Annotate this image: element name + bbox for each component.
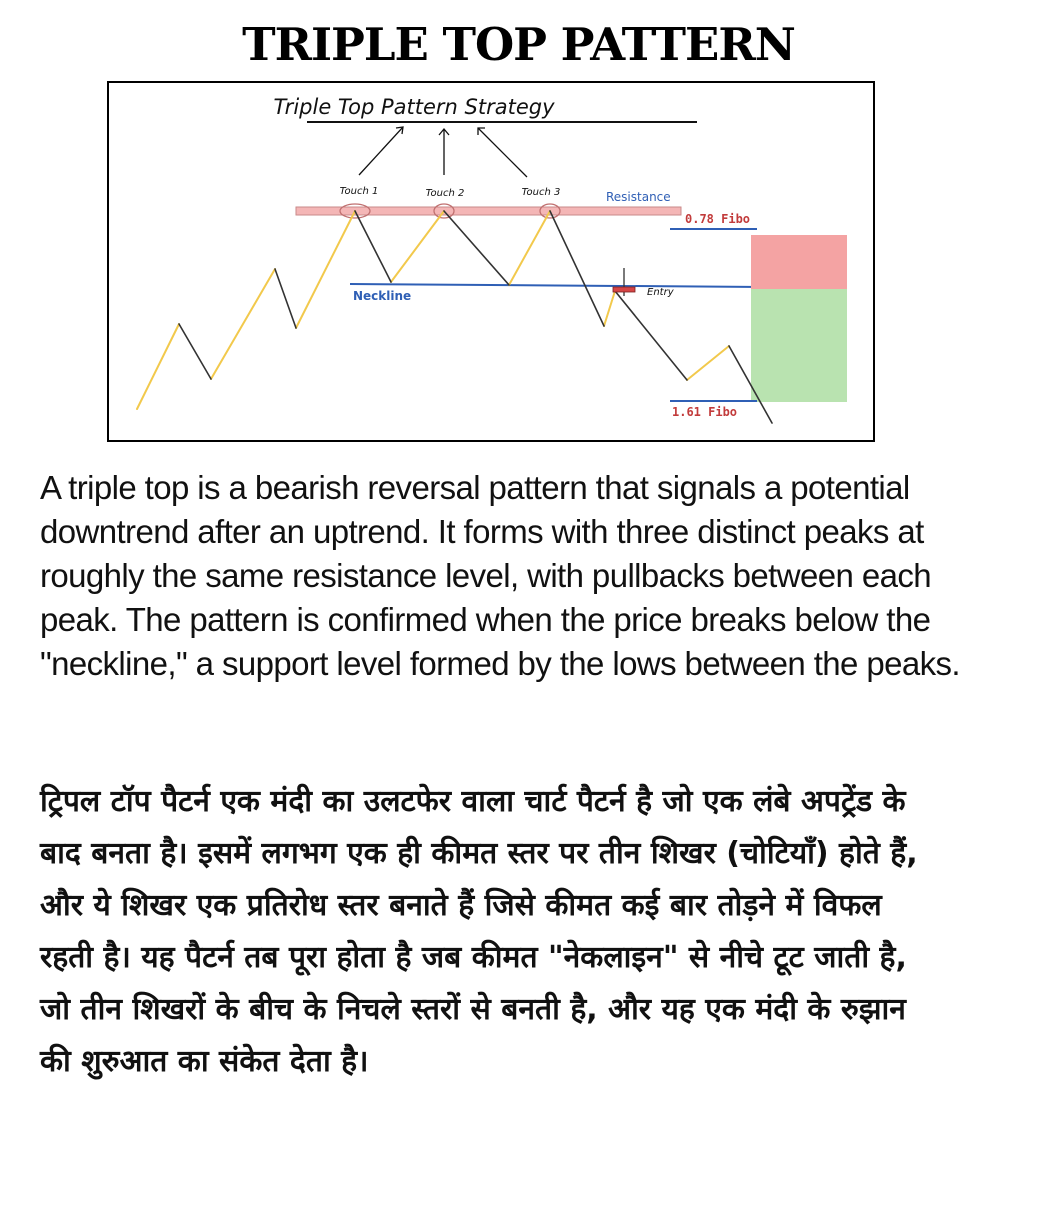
resistance-label: Resistance bbox=[606, 190, 671, 204]
down-segment bbox=[615, 291, 687, 380]
up-segment bbox=[391, 211, 444, 282]
arrow-touch-3 bbox=[478, 128, 527, 177]
up-segment bbox=[509, 211, 550, 285]
entry-candle bbox=[613, 287, 635, 292]
up-segment bbox=[296, 211, 355, 328]
triple-top-diagram bbox=[107, 81, 875, 442]
down-segment bbox=[275, 269, 296, 328]
touch-2-label: Touch 2 bbox=[425, 188, 465, 199]
arrow-touch-1 bbox=[359, 127, 403, 175]
up-segment bbox=[687, 346, 729, 380]
down-segment bbox=[179, 324, 211, 379]
touch-arrows bbox=[359, 127, 527, 177]
down-segment bbox=[550, 211, 604, 326]
diagram-title: Triple Top Pattern Strategy bbox=[273, 95, 555, 119]
touch-3-label: Touch 3 bbox=[521, 187, 561, 198]
fibo-top-label: 0.78 Fibo bbox=[685, 212, 751, 226]
stop-loss-zone bbox=[751, 235, 847, 289]
target-zone bbox=[751, 289, 847, 402]
page-title: TRIPLE TOP PATTERN bbox=[242, 18, 795, 71]
down-segments bbox=[179, 211, 772, 423]
down-segment bbox=[355, 211, 391, 282]
touch-1-label: Touch 1 bbox=[339, 186, 379, 197]
up-segment bbox=[211, 269, 275, 379]
diagram-canvas bbox=[109, 83, 873, 440]
neckline-line bbox=[350, 284, 765, 287]
entry-label: Entry bbox=[647, 287, 674, 298]
up-segment bbox=[137, 324, 179, 409]
neckline-label: Neckline bbox=[353, 289, 412, 303]
fibo-bottom-label: 1.61 Fibo bbox=[672, 405, 738, 419]
hindi-description: ट्रिपल टॉप पैटर्न एक मंदी का उलटफेर वाला चार्ट पैटर्न है जो एक लंबे अपट्रेंड के बाद बनता है। इसमें लगभग एक ही कीमत स्तर पर तीन शिखर (चोटियाँ) होते हैं, और ये शिखर एक प्रतिरोध स्तर बनाते हैं जिसे कीमत कई बार तोड़ने में विफल रहती है। यह पैटर्न तब पूरा होता है जब कीमत "नेकलाइन" से नीचे टूट जाती है, जो तीन शिखरों के बीच के निचले स्तरों से बनती है, और यह एक मंदी के रुझान की शुरुआत का संकेत देता है। bbox=[40, 784, 918, 1079]
up-segment bbox=[604, 291, 615, 326]
english-description: A triple top is a bearish reversal pattern that signals a potential downtrend after an uptrend. It forms with three distinct peaks at roughly the same resistance level, with pullbacks between each peak. The pattern is confirmed when the price breaks below the "neckline," a support level formed by the lows between the peaks. bbox=[40, 469, 960, 682]
up-segments bbox=[137, 211, 729, 409]
down-segment bbox=[444, 211, 509, 285]
